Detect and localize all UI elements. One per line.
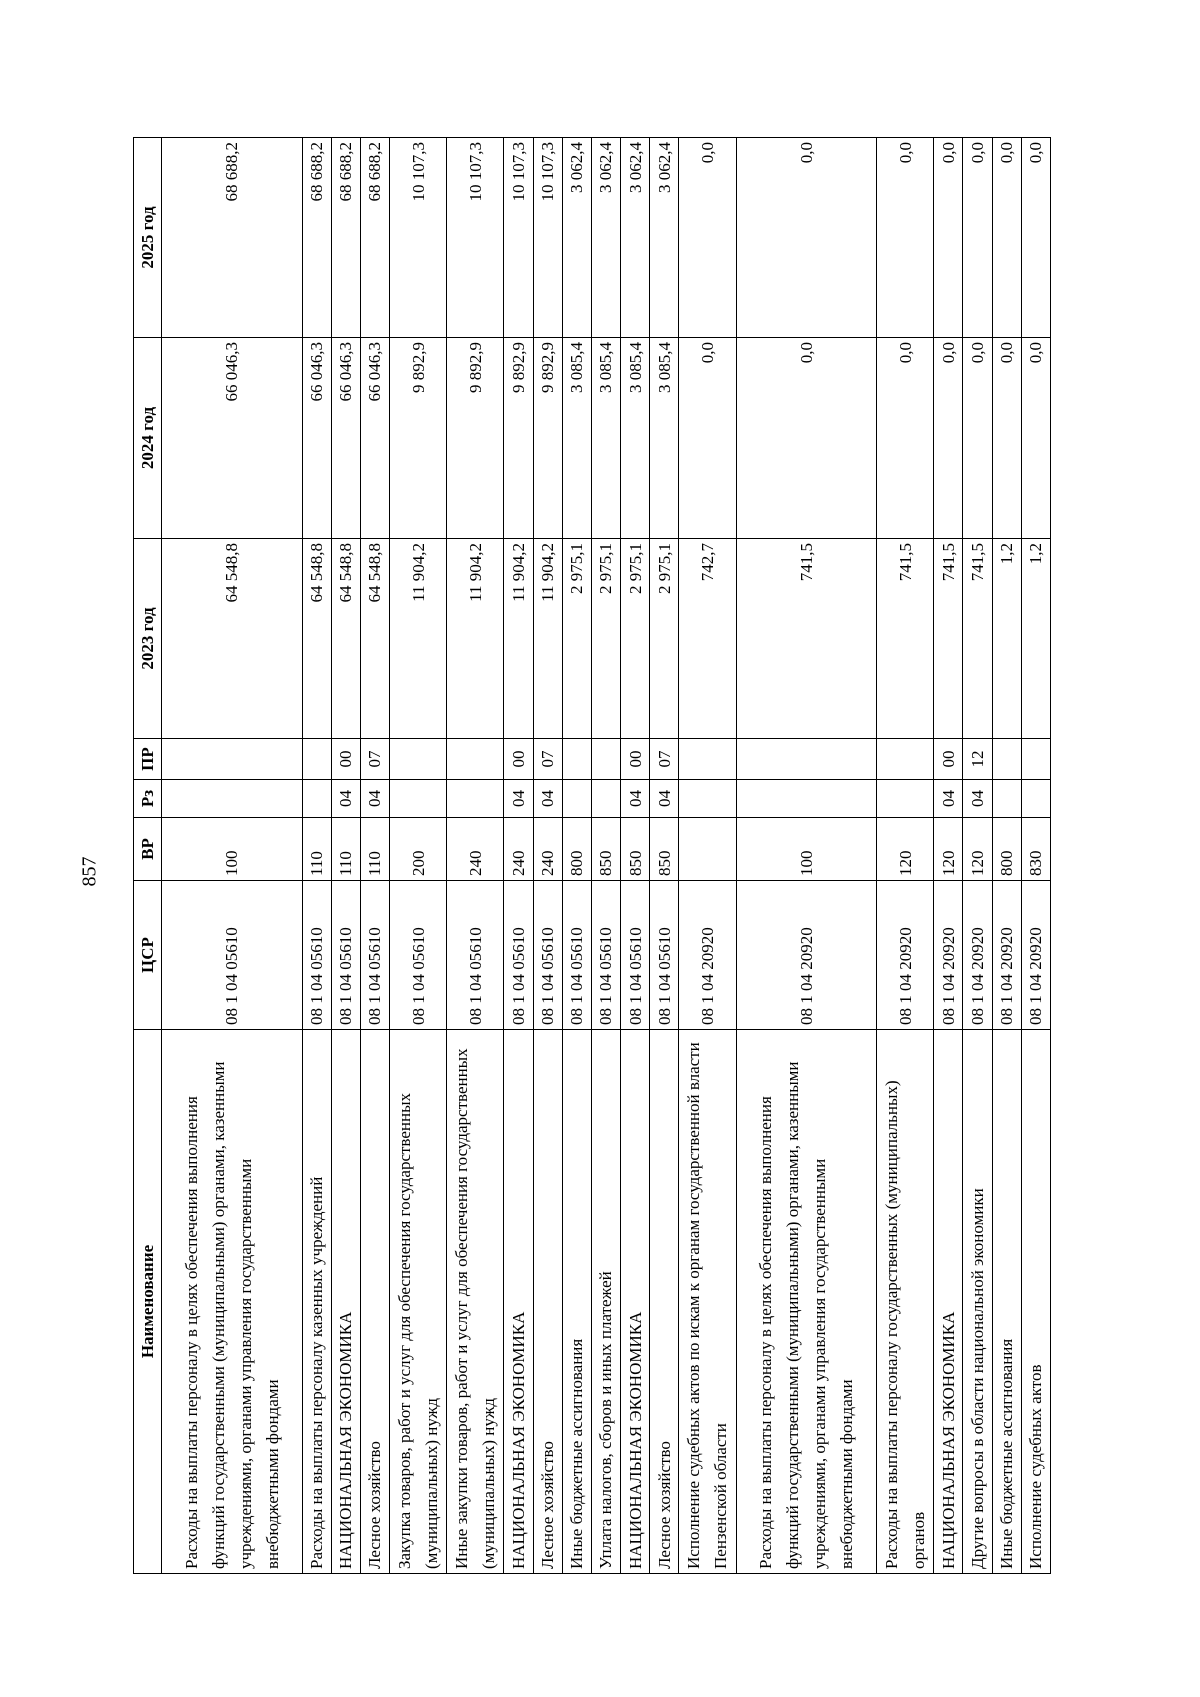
- cell-vr: 110: [331, 818, 360, 881]
- cell-2023: 64 548,8: [162, 539, 303, 739]
- cell-pr: 12: [963, 739, 992, 780]
- cell-csr: 08 1 04 05610: [360, 881, 389, 1030]
- cell-rz: [1021, 780, 1050, 818]
- cell-2023: 64 548,8: [331, 539, 360, 739]
- cell-2023: 741,5: [877, 539, 934, 739]
- cell-2025: 3 062,4: [591, 138, 620, 338]
- cell-2025: 68 688,2: [302, 138, 331, 338]
- cell-2025: 10 107,3: [389, 138, 446, 338]
- cell-rz: [562, 780, 591, 818]
- cell-2024: 66 046,3: [302, 338, 331, 539]
- header-pr: ПР: [134, 739, 162, 780]
- header-2024: 2024 год: [134, 338, 162, 539]
- cell-vr: [679, 818, 736, 881]
- cell-2025: 0,0: [679, 138, 736, 338]
- cell-2024: 9 892,9: [504, 338, 533, 539]
- cell-rz: 04: [533, 780, 562, 818]
- cell-2023: 11 904,2: [447, 539, 504, 739]
- cell-vr: 850: [621, 818, 650, 881]
- cell-name: Расходы на выплаты персоналу казенных учреждений: [302, 1030, 331, 1574]
- cell-pr: [679, 739, 736, 780]
- cell-rz: [591, 780, 620, 818]
- cell-2023: 1,2: [1021, 539, 1050, 739]
- cell-2023: 11 904,2: [389, 539, 446, 739]
- table-row: [389, 138, 446, 1574]
- cell-name: Иные бюджетные ассигнования: [992, 1030, 1021, 1574]
- table-row: [533, 138, 562, 1574]
- table-row: [447, 138, 504, 1574]
- cell-pr: [992, 739, 1021, 780]
- cell-2025: 0,0: [934, 138, 963, 338]
- cell-pr: 00: [331, 739, 360, 780]
- cell-2025: 3 062,4: [650, 138, 679, 338]
- table-row: [679, 138, 736, 1574]
- cell-pr: 00: [504, 739, 533, 780]
- cell-2024: 3 085,4: [621, 338, 650, 539]
- table-row: [562, 138, 591, 1574]
- cell-name: Исполнение судебных актов по искам к органам государственной власти Пензенской области: [679, 1030, 736, 1574]
- cell-pr: [591, 739, 620, 780]
- cell-vr: 120: [877, 818, 934, 881]
- cell-2024: 0,0: [877, 338, 934, 539]
- cell-csr: 08 1 04 05610: [331, 881, 360, 1030]
- cell-vr: 850: [650, 818, 679, 881]
- cell-pr: 00: [621, 739, 650, 780]
- cell-rz: 04: [360, 780, 389, 818]
- cell-pr: [302, 739, 331, 780]
- cell-pr: [1021, 739, 1050, 780]
- cell-name: Закупка товаров, работ и услуг для обеспечения государственных (муниципальных) нужд: [389, 1030, 446, 1574]
- cell-2024: 0,0: [963, 338, 992, 539]
- cell-csr: 08 1 04 20920: [877, 881, 934, 1030]
- cell-name: Расходы на выплаты персоналу в целях обеспечения выполнения функций государственными (муниципальными) органами, казенными учреждениями, органами управления государственными внебюджетными фондами: [162, 1030, 303, 1574]
- cell-2024: 9 892,9: [389, 338, 446, 539]
- cell-name: Расходы на выплаты персоналу в целях обеспечения выполнения функций государственными (муниципальными) органами, казенными учреждениями, органами управления государственными внебюджетными фондами: [736, 1030, 877, 1574]
- cell-csr: 08 1 04 20920: [963, 881, 992, 1030]
- header-row: [134, 138, 162, 1574]
- cell-csr: 08 1 04 20920: [679, 881, 736, 1030]
- cell-csr: 08 1 04 05610: [504, 881, 533, 1030]
- cell-vr: 850: [591, 818, 620, 881]
- cell-2023: 742,7: [679, 539, 736, 739]
- cell-pr: 07: [360, 739, 389, 780]
- cell-csr: 08 1 04 05610: [447, 881, 504, 1030]
- cell-2024: 9 892,9: [447, 338, 504, 539]
- table-row: [1021, 138, 1050, 1574]
- cell-2024: 0,0: [992, 338, 1021, 539]
- cell-vr: 100: [736, 818, 877, 881]
- cell-rz: 04: [621, 780, 650, 818]
- cell-2025: 10 107,3: [533, 138, 562, 338]
- cell-csr: 08 1 04 05610: [621, 881, 650, 1030]
- cell-2024: 0,0: [934, 338, 963, 539]
- cell-2023: 741,5: [963, 539, 992, 739]
- table-row: [302, 138, 331, 1574]
- header-csr: ЦСР: [134, 881, 162, 1030]
- cell-csr: 08 1 04 05610: [650, 881, 679, 1030]
- table-row: [591, 138, 620, 1574]
- cell-pr: 07: [533, 739, 562, 780]
- cell-name: Расходы на выплаты персоналу государственных (муниципальных) органов: [877, 1030, 934, 1574]
- cell-2024: 3 085,4: [591, 338, 620, 539]
- cell-csr: 08 1 04 05610: [162, 881, 303, 1030]
- cell-rz: [302, 780, 331, 818]
- cell-rz: [389, 780, 446, 818]
- table-row: [877, 138, 934, 1574]
- cell-name: Лесное хозяйство: [360, 1030, 389, 1574]
- header-2023: 2023 год: [134, 539, 162, 739]
- cell-csr: 08 1 04 05610: [389, 881, 446, 1030]
- cell-name: НАЦИОНАЛЬНАЯ ЭКОНОМИКА: [934, 1030, 963, 1574]
- table-row: [934, 138, 963, 1574]
- cell-pr: [877, 739, 934, 780]
- cell-vr: 120: [934, 818, 963, 881]
- cell-2025: 10 107,3: [447, 138, 504, 338]
- cell-2023: 11 904,2: [533, 539, 562, 739]
- cell-rz: [162, 780, 303, 818]
- cell-csr: 08 1 04 05610: [591, 881, 620, 1030]
- header-name: Наименование: [134, 1030, 162, 1574]
- header-rz: Рз: [134, 780, 162, 818]
- header-2025: 2025 год: [134, 138, 162, 338]
- cell-rz: 04: [331, 780, 360, 818]
- cell-rz: [736, 780, 877, 818]
- cell-name: Иные закупки товаров, работ и услуг для обеспечения государственных (муниципальных) нужд: [447, 1030, 504, 1574]
- cell-vr: 240: [447, 818, 504, 881]
- cell-2024: 0,0: [679, 338, 736, 539]
- cell-vr: 800: [562, 818, 591, 881]
- cell-rz: 04: [934, 780, 963, 818]
- cell-2023: 741,5: [736, 539, 877, 739]
- cell-2025: 0,0: [736, 138, 877, 338]
- table-row: [504, 138, 533, 1574]
- cell-2023: 1,2: [992, 539, 1021, 739]
- cell-vr: 200: [389, 818, 446, 881]
- cell-pr: [447, 739, 504, 780]
- cell-name: Исполнение судебных актов: [1021, 1030, 1050, 1574]
- cell-name: Другие вопросы в области национальной экономики: [963, 1030, 992, 1574]
- cell-name: Иные бюджетные ассигнования: [562, 1030, 591, 1574]
- cell-vr: 110: [302, 818, 331, 881]
- cell-rz: 04: [504, 780, 533, 818]
- header-vr: ВР: [134, 818, 162, 881]
- cell-name: НАЦИОНАЛЬНАЯ ЭКОНОМИКА: [621, 1030, 650, 1574]
- cell-pr: [736, 739, 877, 780]
- cell-2023: 2 975,1: [562, 539, 591, 739]
- cell-rz: 04: [963, 780, 992, 818]
- cell-rz: [679, 780, 736, 818]
- cell-pr: 07: [650, 739, 679, 780]
- cell-vr: 830: [1021, 818, 1050, 881]
- cell-2024: 3 085,4: [562, 338, 591, 539]
- budget-table: [133, 137, 1051, 1574]
- cell-2023: 2 975,1: [591, 539, 620, 739]
- cell-vr: 240: [504, 818, 533, 881]
- cell-csr: 08 1 04 05610: [302, 881, 331, 1030]
- cell-2024: 66 046,3: [360, 338, 389, 539]
- cell-2025: 68 688,2: [331, 138, 360, 338]
- cell-2023: 741,5: [934, 539, 963, 739]
- cell-pr: [162, 739, 303, 780]
- cell-vr: 110: [360, 818, 389, 881]
- cell-csr: 08 1 04 20920: [992, 881, 1021, 1030]
- cell-2025: 0,0: [963, 138, 992, 338]
- table-row: [621, 138, 650, 1574]
- cell-2023: 2 975,1: [650, 539, 679, 739]
- cell-name: Уплата налогов, сборов и иных платежей: [591, 1030, 620, 1574]
- cell-2025: 3 062,4: [621, 138, 650, 338]
- cell-rz: [447, 780, 504, 818]
- cell-rz: [992, 780, 1021, 818]
- cell-csr: 08 1 04 05610: [533, 881, 562, 1030]
- cell-name: НАЦИОНАЛЬНАЯ ЭКОНОМИКА: [331, 1030, 360, 1574]
- cell-csr: 08 1 04 20920: [934, 881, 963, 1030]
- cell-csr: 08 1 04 05610: [562, 881, 591, 1030]
- cell-2025: 10 107,3: [504, 138, 533, 338]
- cell-csr: 08 1 04 20920: [736, 881, 877, 1030]
- cell-2025: 68 688,2: [162, 138, 303, 338]
- cell-2025: 68 688,2: [360, 138, 389, 338]
- cell-rz: 04: [650, 780, 679, 818]
- cell-2025: 0,0: [992, 138, 1021, 338]
- cell-2023: 11 904,2: [504, 539, 533, 739]
- cell-2024: 0,0: [1021, 338, 1050, 539]
- cell-name: НАЦИОНАЛЬНАЯ ЭКОНОМИКА: [504, 1030, 533, 1574]
- table-row: [736, 138, 877, 1574]
- cell-rz: [877, 780, 934, 818]
- page-number: 857: [78, 856, 101, 887]
- cell-vr: 120: [963, 818, 992, 881]
- cell-2023: 64 548,8: [302, 539, 331, 739]
- table-row: [331, 138, 360, 1574]
- table-row: [963, 138, 992, 1574]
- cell-2024: 9 892,9: [533, 338, 562, 539]
- cell-2023: 64 548,8: [360, 539, 389, 739]
- cell-vr: 240: [533, 818, 562, 881]
- cell-2025: 0,0: [877, 138, 934, 338]
- table-row: [162, 138, 303, 1574]
- cell-name: Лесное хозяйство: [533, 1030, 562, 1574]
- cell-pr: [562, 739, 591, 780]
- cell-2025: 3 062,4: [562, 138, 591, 338]
- cell-vr: 100: [162, 818, 303, 881]
- table-row: [992, 138, 1021, 1574]
- cell-2023: 2 975,1: [621, 539, 650, 739]
- cell-2025: 0,0: [1021, 138, 1050, 338]
- cell-csr: 08 1 04 20920: [1021, 881, 1050, 1030]
- table-row: [650, 138, 679, 1574]
- cell-pr: [389, 739, 446, 780]
- cell-2024: 66 046,3: [331, 338, 360, 539]
- table-row: [360, 138, 389, 1574]
- cell-vr: 800: [992, 818, 1021, 881]
- cell-2024: 3 085,4: [650, 338, 679, 539]
- cell-pr: 00: [934, 739, 963, 780]
- cell-2024: 0,0: [736, 338, 877, 539]
- rotated-table-container: [133, 138, 1051, 1574]
- cell-2024: 66 046,3: [162, 338, 303, 539]
- cell-name: Лесное хозяйство: [650, 1030, 679, 1574]
